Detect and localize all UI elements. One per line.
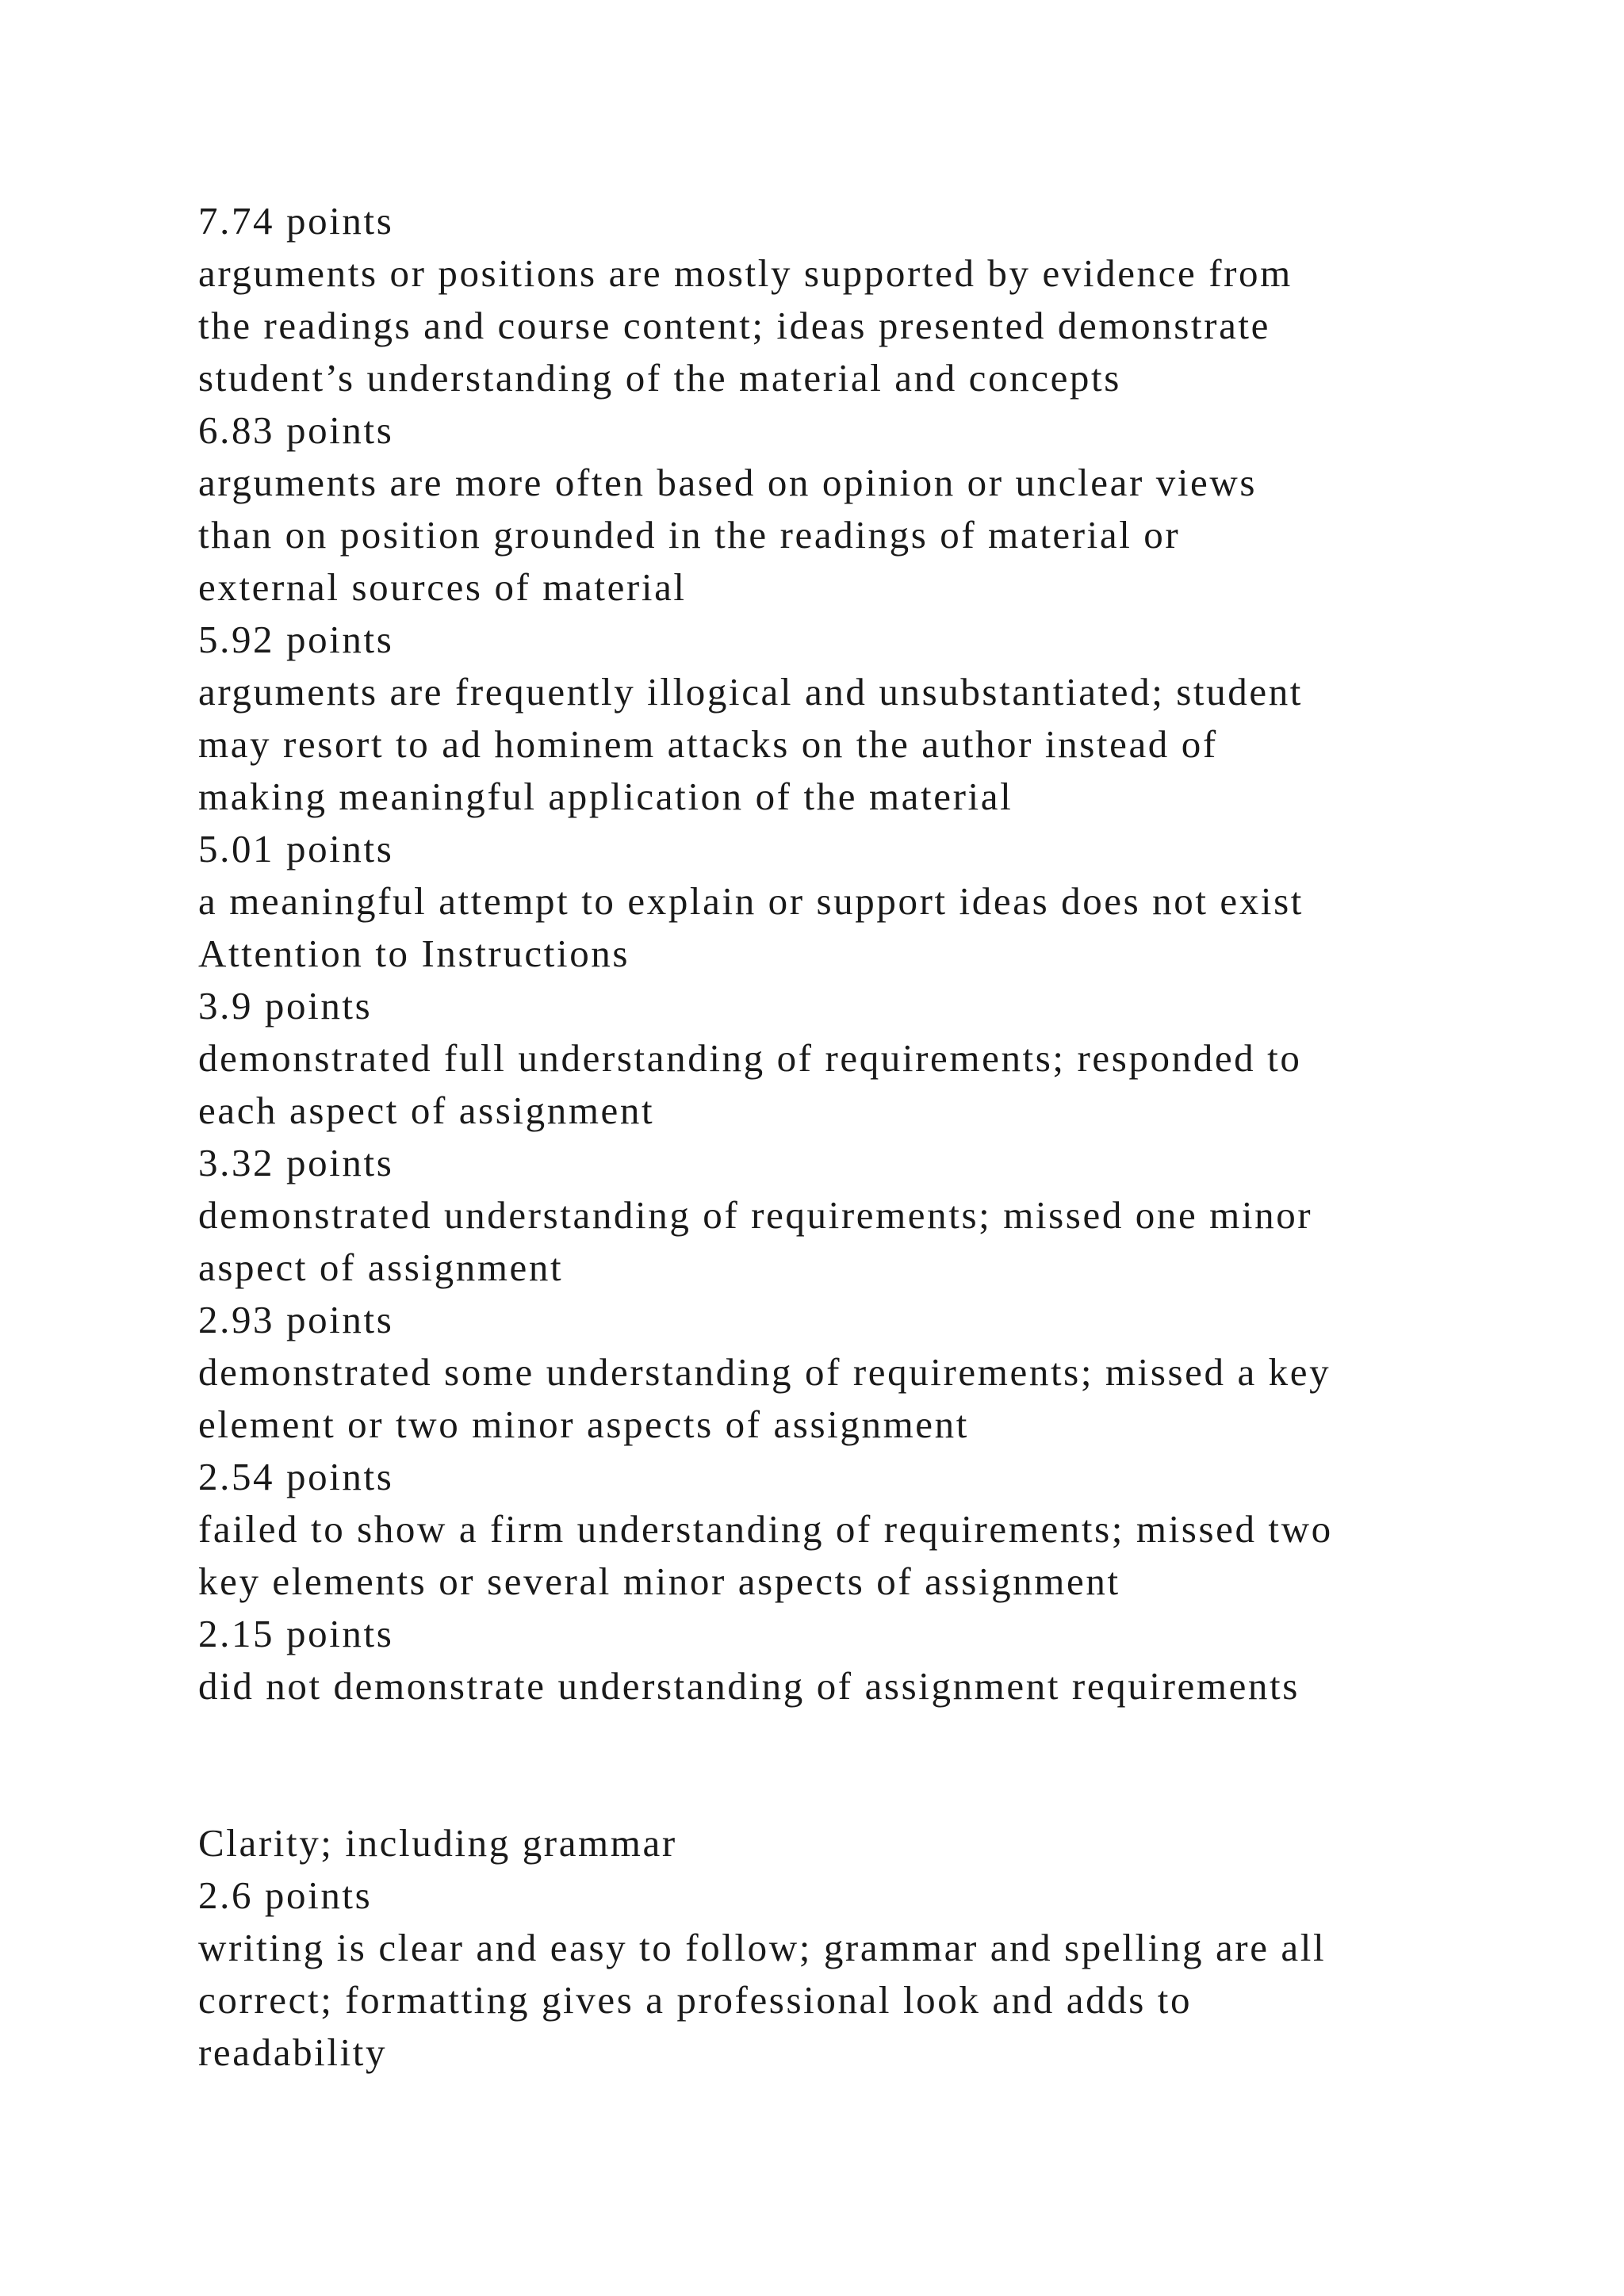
rubric-description-line: arguments are frequently illogical and unsubstantiated; student bbox=[198, 670, 1304, 714]
rubric-criterion-heading: Clarity; including grammar bbox=[198, 1821, 677, 1865]
rubric-points-line: 2.15 points bbox=[198, 1612, 394, 1655]
rubric-description-line: demonstrated some understanding of requirements; missed a key bbox=[198, 1350, 1331, 1394]
rubric-description-line: a meaningful attempt to explain or support ideas does not exist bbox=[198, 879, 1304, 923]
rubric-points-line: 5.01 points bbox=[198, 827, 394, 871]
rubric-description-line: aspect of assignment bbox=[198, 1246, 564, 1289]
rubric-description-line: external sources of material bbox=[198, 565, 687, 609]
rubric-description-line: each aspect of assignment bbox=[198, 1089, 655, 1132]
rubric-description-line: did not demonstrate understanding of assignment requirements bbox=[198, 1664, 1300, 1708]
rubric-points-line: 2.54 points bbox=[198, 1455, 394, 1498]
rubric-description-line: key elements or several minor aspects of assignment bbox=[198, 1559, 1120, 1603]
blank-line bbox=[198, 1712, 1546, 1765]
rubric-description-line: demonstrated understanding of requirements; missed one minor bbox=[198, 1193, 1313, 1237]
rubric-description-line: may resort to ad hominem attacks on the author instead of bbox=[198, 722, 1218, 766]
rubric-description-line: making meaningful application of the material bbox=[198, 775, 1013, 818]
rubric-description-line: demonstrated full understanding of requirements; responded to bbox=[198, 1036, 1302, 1080]
rubric-points-line: 2.93 points bbox=[198, 1298, 394, 1341]
rubric-description-line: than on position grounded in the readings of material or bbox=[198, 513, 1181, 557]
rubric-points-line: 7.74 points bbox=[198, 199, 394, 243]
rubric-description-line: arguments or positions are mostly supported by evidence from bbox=[198, 251, 1293, 295]
blank-line bbox=[198, 1765, 1546, 1817]
rubric-points-line: 2.6 points bbox=[198, 1873, 373, 1917]
rubric-description-line: failed to show a firm understanding of requirements; missed two bbox=[198, 1507, 1333, 1551]
rubric-description-line: element or two minor aspects of assignment bbox=[198, 1402, 969, 1446]
rubric-description-line: correct; formatting gives a professional look and adds to bbox=[198, 1978, 1193, 2022]
rubric-points-line: 6.83 points bbox=[198, 408, 394, 452]
rubric-criterion-heading: Attention to Instructions bbox=[198, 932, 630, 975]
rubric-text-block bbox=[198, 195, 1546, 2079]
rubric-description-line: readability bbox=[198, 2030, 388, 2074]
rubric-points-line: 3.32 points bbox=[198, 1141, 394, 1184]
rubric-points-line: 5.92 points bbox=[198, 618, 394, 661]
rubric-description-line: the readings and course content; ideas presented demonstrate bbox=[198, 304, 1270, 347]
rubric-description-line: writing is clear and easy to follow; grammar and spelling are all bbox=[198, 1926, 1327, 1969]
rubric-description-line: arguments are more often based on opinion or unclear views bbox=[198, 461, 1258, 504]
rubric-description-line: student’s understanding of the material and concepts bbox=[198, 356, 1121, 400]
rubric-points-line: 3.9 points bbox=[198, 984, 373, 1027]
